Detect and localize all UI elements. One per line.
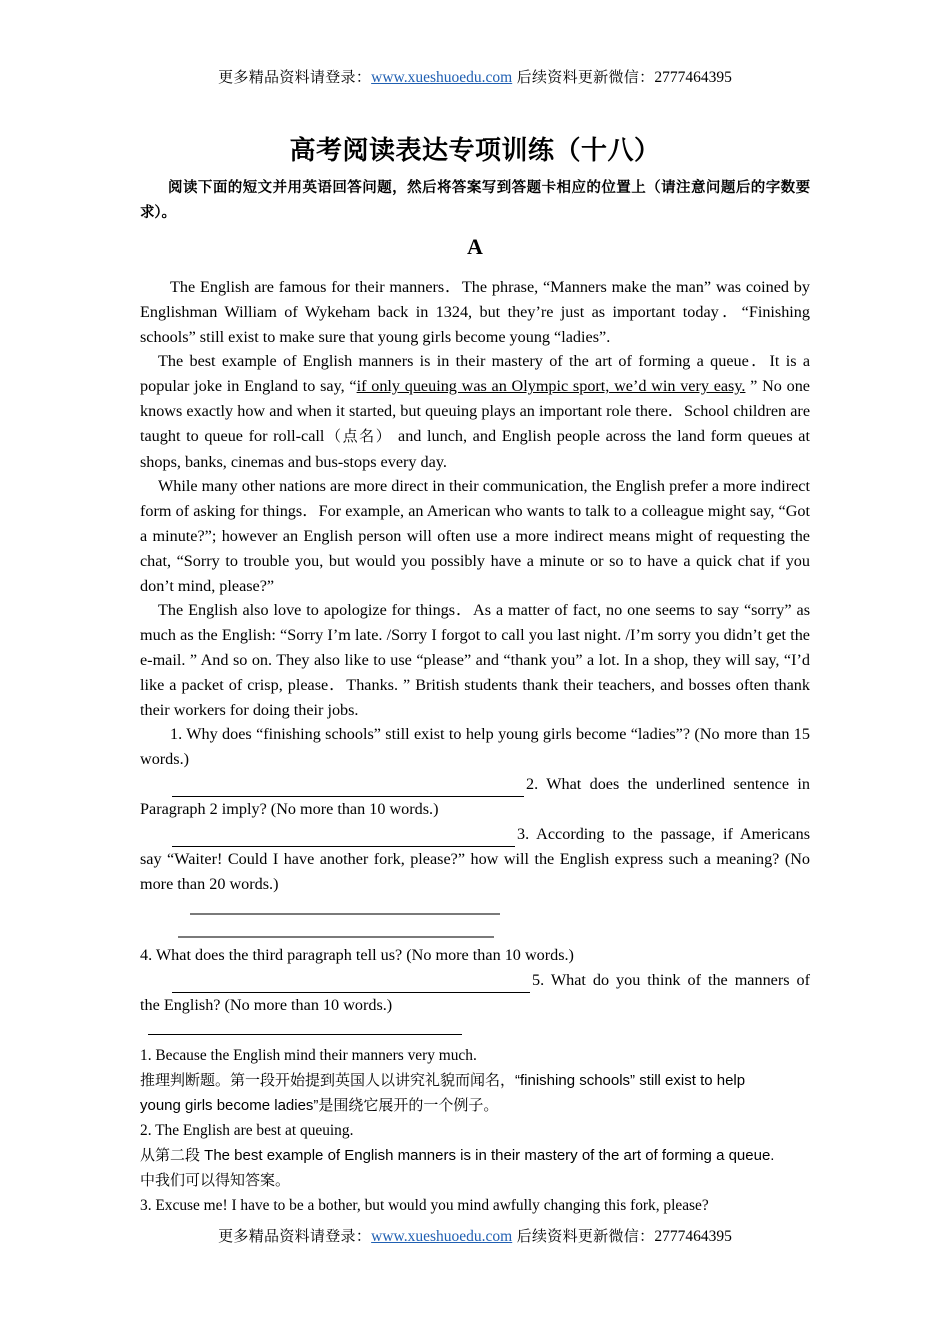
passage-paragraph-2	[140, 349, 810, 474]
header-wechat-number: 2777464395	[654, 69, 732, 86]
header-suffix-text: 后续资料更新微信：	[512, 69, 655, 86]
footer-website-link[interactable]: www.xueshuoedu.com	[371, 1228, 513, 1245]
answer-blank-2[interactable]	[172, 831, 515, 847]
answer-2: 2. The English are best at queuing.	[140, 1122, 354, 1139]
passage-body	[140, 275, 810, 722]
answer-3: 3. Excuse me! I have to be a bother, but would you mind awfully changing this fork, please?	[140, 1197, 709, 1214]
question-4-row	[140, 943, 810, 968]
page-title: 高考阅读表达专项训练（十八）	[289, 135, 661, 165]
passage-paragraph-1: The English are famous for their manners．The phrase, “Manners make the man” was coined by Englishman William of Wykeham back in 1324, but they’re just as important today．“Finishing schools” still exist to make sure that young girls become young “ladies”.	[140, 278, 810, 346]
header-website-link[interactable]: www.xueshuoedu.com	[371, 69, 513, 86]
footer-wechat-number: 2777464395	[654, 1228, 732, 1245]
footer-banner	[0, 1229, 950, 1245]
answer-2-explanation-line-2: 中我们可以得知答案。	[140, 1172, 291, 1189]
answer-blank-3a[interactable]	[190, 913, 500, 915]
footer-prefix-text: 更多精品资料请登录：	[218, 1228, 372, 1245]
instruction-text: 阅读下面的短文并用英语回答问题，然后将答案写到答题卡相应的位置上（请注意问题后的字数要求）。	[140, 180, 810, 221]
section-letter-a: A	[467, 234, 483, 259]
question-2-row	[140, 772, 810, 822]
passage-paragraph-4: The English also love to apologize for things．As a matter of fact, no one seems to say “sorry” as much as the English: “Sorry I’m late. /Sorry I forgot to call you last night. /I’m sorry you didn’t get the e-mail. ” And so on. They also like to use “please” and “thank you” a lot. In a shop, they will say, “I’d like a packet of crisp, please．Thanks. ” British students thank their teachers, and bosses often thank their workers for doing their jobs.	[140, 601, 810, 719]
question-3: 3. According to the passage, if Americans say “Waiter! Could I have another fork, please?” how will the English express such a meaning? (No more than 20 words.)	[140, 825, 810, 893]
answer-2-explanation-line-1: 从第二段 The best example of English manners is in their mastery of the art of forming a queue.	[140, 1147, 775, 1164]
passage-paragraph-3: While many other nations are more direct in their communication, the English prefer a more indirect form of asking for things．For example, an American who wants to talk to a colleague might say, “Got a minute?”; however an English person will often use a more indirect means might of requesting the chat, “Sorry to trouble you, but would you possibly have a minute or so to have a quick chat if you don’t mind, please?”	[140, 477, 810, 595]
questions-block	[140, 722, 810, 1018]
question-5: 5. What do you think of the manners of the English? (No more than 10 words.)	[140, 971, 810, 1014]
answer-blank-5[interactable]	[172, 977, 530, 993]
header-prefix-text: 更多精品资料请登录：	[218, 69, 372, 86]
question-1: 1. Why does “finishing schools” still exist to help young girls become “ladies”? (No more than 15 words.)	[140, 725, 810, 768]
paragraph-2-gloss: （点名）	[324, 427, 393, 445]
header-banner	[0, 70, 950, 86]
question-4: 4. What does the third paragraph tell us? (No more than 10 words.)	[140, 946, 574, 964]
question-2: 2. What does the underlined sentence in Paragraph 2 imply? (No more than 10 words.)	[140, 775, 810, 818]
answer-1: 1. Because the English mind their manners very much.	[140, 1047, 477, 1064]
answer-1-explanation-line-1: 推理判断题。第一段开始提到英国人以讲究礼貌而闻名，“finishing schools” still exist to help	[140, 1072, 746, 1089]
underlined-sentence: if only queuing was an Olympic sport, we’d win very easy.	[356, 377, 746, 396]
paragraph-2-part-2: ” No one knows exactly how and when it started, but queuing plays an important role there．School children are taught to queue for roll-call	[140, 377, 810, 445]
question-3-row	[140, 822, 810, 897]
paragraph-2-part-1: The best example of English manners is in their mastery of the art of forming a queue．It is a popular joke in England to say, “	[140, 352, 810, 396]
paragraph-2-part-3: and lunch, and English people across the land form queues at shops, banks, cinemas and bus-stops every day.	[140, 426, 810, 471]
answer-1-explanation-line-2: young girls become ladies”是围绕它展开的一个例子。	[140, 1097, 499, 1114]
answer-key-block	[140, 1043, 810, 1218]
footer-suffix-text: 后续资料更新微信：	[512, 1228, 655, 1245]
answer-blank-3b[interactable]	[178, 936, 494, 938]
question-5-row	[140, 968, 810, 1018]
answer-blank-1[interactable]	[172, 781, 524, 797]
answer-key-separator-rule[interactable]	[148, 1034, 462, 1035]
